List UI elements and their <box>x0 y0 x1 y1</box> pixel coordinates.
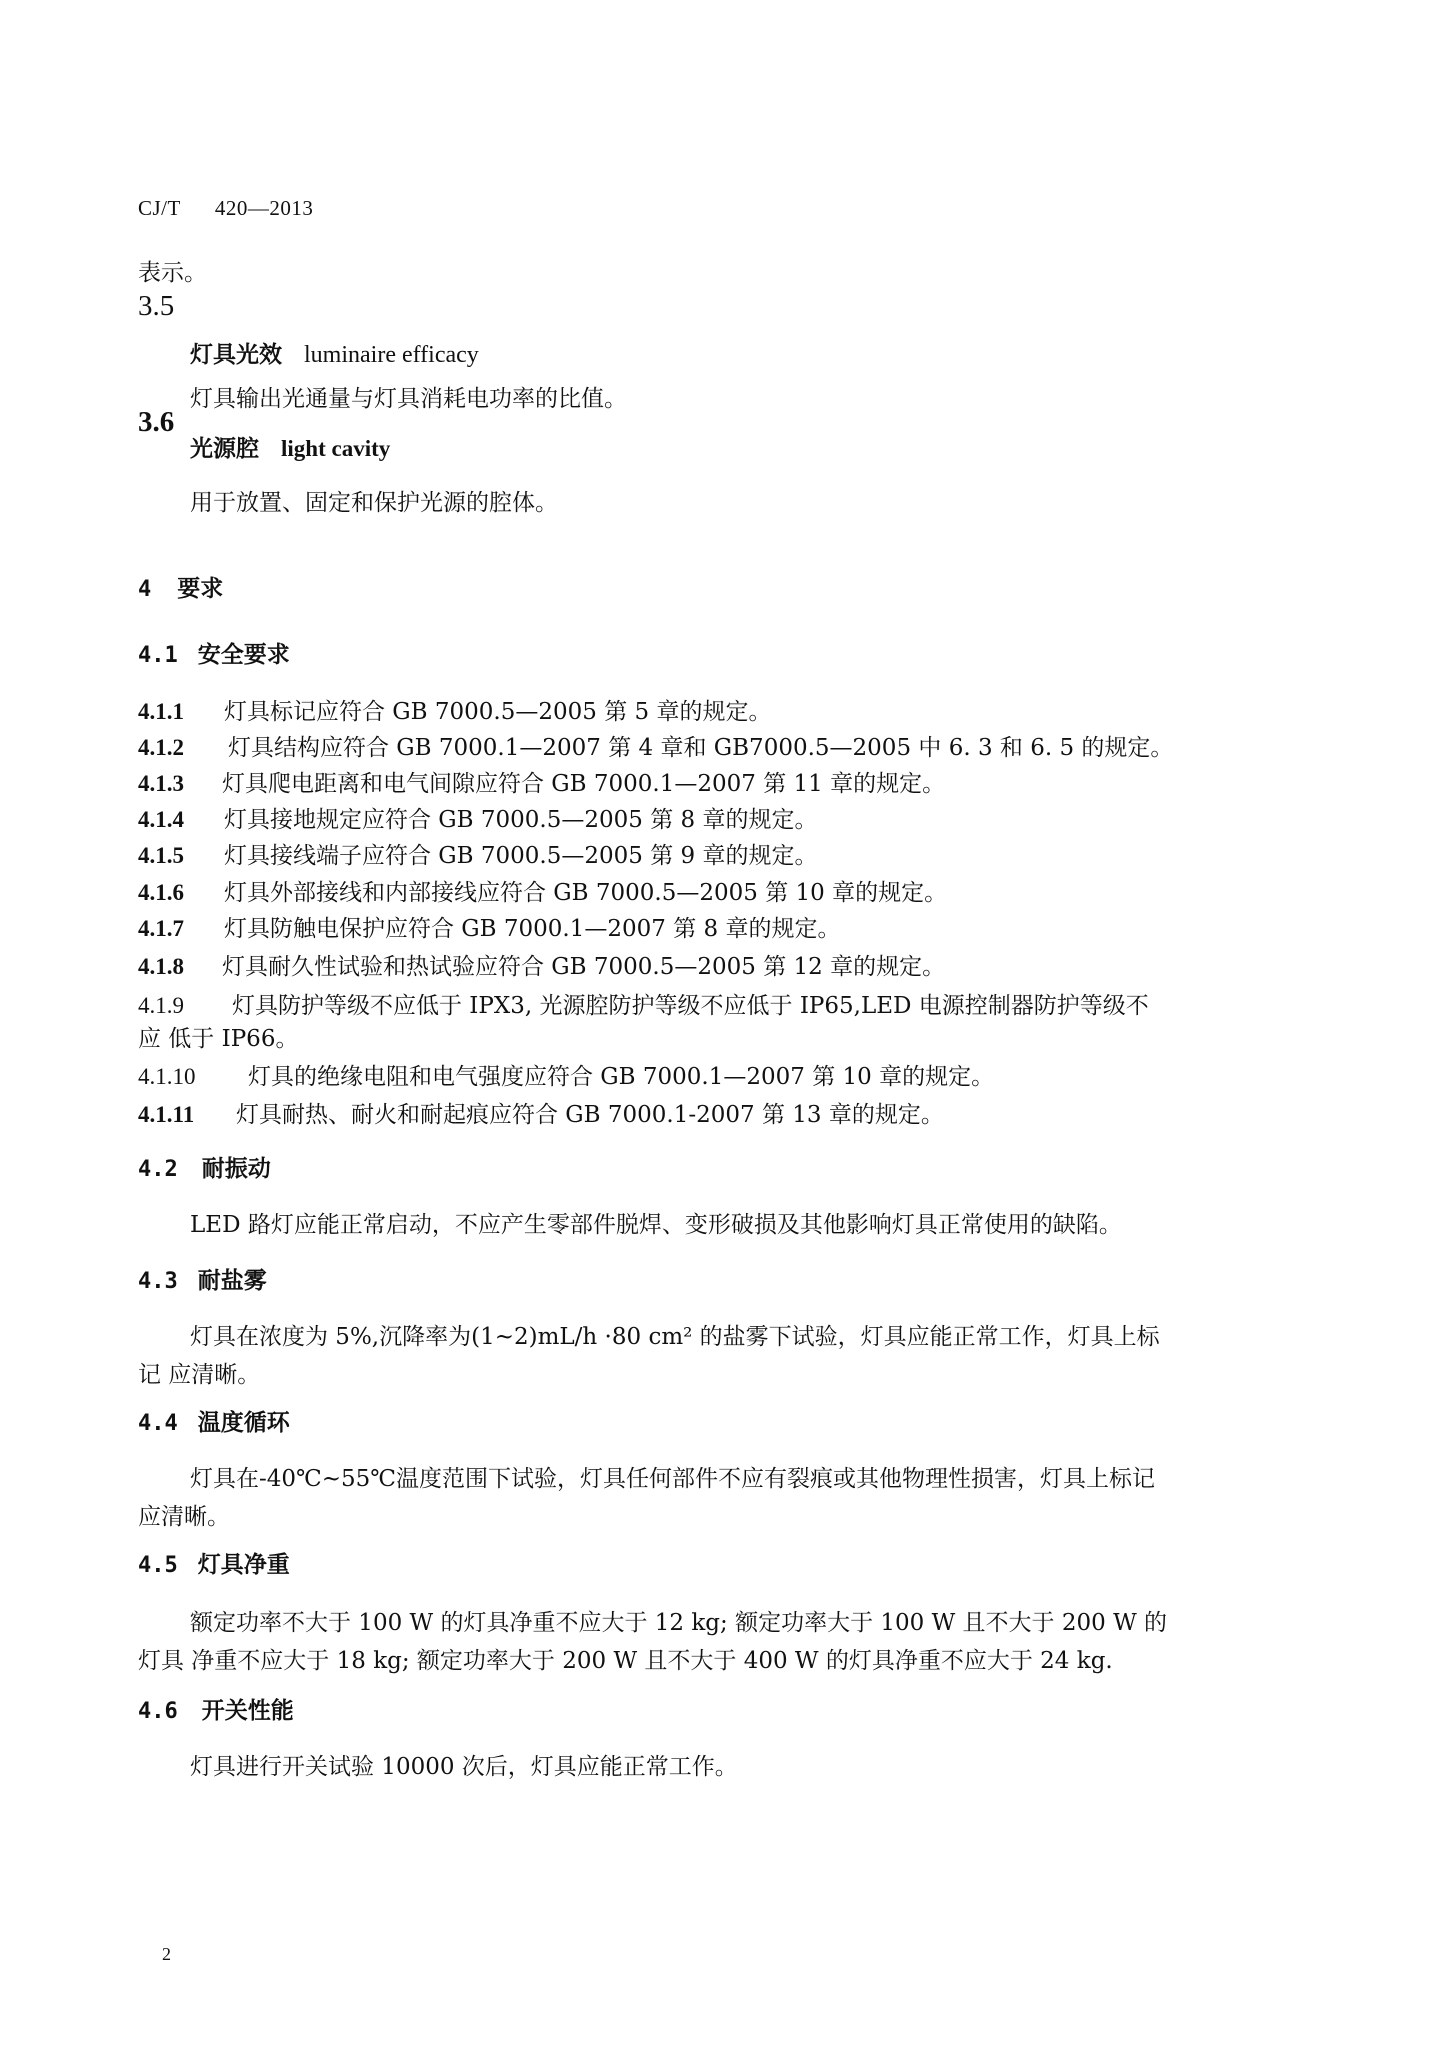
page-number: 2 <box>162 1944 171 1964</box>
clause-item <box>138 729 1173 762</box>
section-heading <box>138 636 290 669</box>
clause-text: 灯具接线端子应符合 GB 7000.5—2005 第 9 章的规定。 <box>224 843 818 869</box>
section-number: 4.6 <box>138 1699 178 1724</box>
clause-text: 灯具结构应符合 GB 7000.1—2007 第 4 章和 GB7000.5—2005 中 6. 3 和 6. 5 的规定。 <box>228 735 1174 761</box>
clause-text: 灯具耐热、耐火和耐起痕应符合 GB 7000.1-2007 第 13 章的规定。 <box>236 1102 944 1128</box>
term-definition: 灯具输出光通量与灯具消耗电功率的比值。 <box>190 386 627 412</box>
clause-item <box>138 1096 944 1129</box>
clause-text: 灯具防触电保护应符合 GB 7000.1—2007 第 8 章的规定。 <box>224 916 841 942</box>
clause-number: 4.1.1 <box>138 699 184 724</box>
section-paragraph: 灯具进行开关试验 10000 次后，灯具应能正常工作。 <box>190 1754 738 1780</box>
document-header <box>138 196 313 221</box>
section-paragraph-continuation: 应清晰。 <box>138 1504 230 1530</box>
chapter-title: 要求 <box>177 575 224 602</box>
term-title-en: luminaire efficacy <box>304 342 479 368</box>
chapter-heading <box>138 570 223 603</box>
section-heading <box>138 1692 294 1725</box>
clause-item <box>138 910 840 943</box>
clause-item <box>138 874 947 907</box>
section-paragraph-continuation: 灯具 净重不应大于 18 kg; 额定功率大于 200 W 且不大于 400 W 的灯具净重不应大于 24 kg. <box>138 1648 1113 1674</box>
section-number: 4.1 <box>138 643 178 668</box>
term-number: 3.6 <box>138 406 175 438</box>
clause-item <box>138 948 945 981</box>
section-number: 4.2 <box>138 1157 178 1182</box>
clause-number: 4.1.11 <box>138 1102 195 1127</box>
standard-number: 420—2013 <box>214 196 314 220</box>
clause-item <box>138 987 1149 1020</box>
section-heading <box>138 1404 290 1437</box>
section-heading <box>138 1150 271 1183</box>
section-paragraph: 灯具在浓度为 5%,沉降率为(1~2)mL/h ·80 cm² 的盐雾下试验，灯具应能正常工作，灯具上标 <box>190 1324 1160 1350</box>
clause-number: 4.1.5 <box>138 843 184 868</box>
section-title: 温度循环 <box>197 1409 290 1436</box>
clause-item <box>138 765 945 798</box>
clause-text: 灯具标记应符合 GB 7000.5—2005 第 5 章的规定。 <box>224 699 772 725</box>
clause-text: 灯具外部接线和内部接线应符合 GB 7000.5—2005 第 10 章的规定。 <box>224 880 948 906</box>
term-title-zh: 光源腔 <box>190 435 259 462</box>
clause-number: 4.1.9 <box>138 993 184 1018</box>
term-title-zh: 灯具光效 <box>190 341 282 368</box>
clause-number: 4.1.10 <box>138 1064 196 1089</box>
section-paragraph: 额定功率不大于 100 W 的灯具净重不应大于 12 kg; 额定功率大于 100 W 且不大于 200 W 的 <box>190 1610 1168 1636</box>
clause-text: 灯具爬电距离和电气间隙应符合 GB 7000.1—2007 第 11 章的规定。 <box>222 771 946 797</box>
section-number: 4.4 <box>138 1411 178 1436</box>
section-title: 耐振动 <box>201 1155 271 1182</box>
section-number: 4.5 <box>138 1553 178 1578</box>
clause-text: 灯具耐久性试验和热试验应符合 GB 7000.5—2005 第 12 章的规定。 <box>222 954 946 980</box>
section-heading <box>138 1262 267 1295</box>
term-title <box>190 336 479 369</box>
clause-item <box>138 693 771 726</box>
clause-item <box>138 837 817 870</box>
section-title: 灯具净重 <box>197 1551 290 1578</box>
section-title: 耐盐雾 <box>197 1267 267 1294</box>
intro-line: 表示。 <box>138 260 207 286</box>
term-number: 3.5 <box>138 290 175 322</box>
clause-text: 灯具接地规定应符合 GB 7000.5—2005 第 8 章的规定。 <box>224 807 818 833</box>
term-title-en: light cavity <box>281 436 391 461</box>
clause-text: 灯具防护等级不应低于 IPX3, 光源腔防护等级不应低于 IP65,LED 电源控制器防护等级不 <box>232 993 1149 1019</box>
section-heading <box>138 1546 290 1579</box>
section-title: 安全要求 <box>197 641 290 668</box>
clause-number: 4.1.2 <box>138 735 184 760</box>
clause-number: 4.1.8 <box>138 954 184 979</box>
clause-item <box>138 1058 994 1091</box>
clause-continuation: 应 低于 IP66。 <box>138 1026 299 1052</box>
section-number: 4.3 <box>138 1269 178 1294</box>
clause-number: 4.1.6 <box>138 880 184 905</box>
section-paragraph: LED 路灯应能正常启动，不应产生零部件脱焊、变形破损及其他影响灯具正常使用的缺陷。 <box>190 1212 1122 1238</box>
standard-code: CJ/T <box>138 196 181 220</box>
clause-number: 4.1.4 <box>138 807 184 832</box>
section-paragraph: 灯具在-40℃~55℃温度范围下试验，灯具任何部件不应有裂痕或其他物理性损害，灯具上标记 <box>190 1466 1156 1492</box>
clause-number: 4.1.7 <box>138 916 184 941</box>
clause-item <box>138 801 817 834</box>
chapter-number: 4 <box>138 577 152 602</box>
section-paragraph-continuation: 记 应清晰。 <box>138 1362 261 1388</box>
term-title <box>190 430 390 463</box>
clause-text: 灯具的绝缘电阻和电气强度应符合 GB 7000.1—2007 第 10 章的规定。 <box>248 1064 995 1090</box>
term-definition: 用于放置、固定和保护光源的腔体。 <box>190 490 558 516</box>
clause-number: 4.1.3 <box>138 771 184 796</box>
section-title: 开关性能 <box>201 1697 294 1724</box>
